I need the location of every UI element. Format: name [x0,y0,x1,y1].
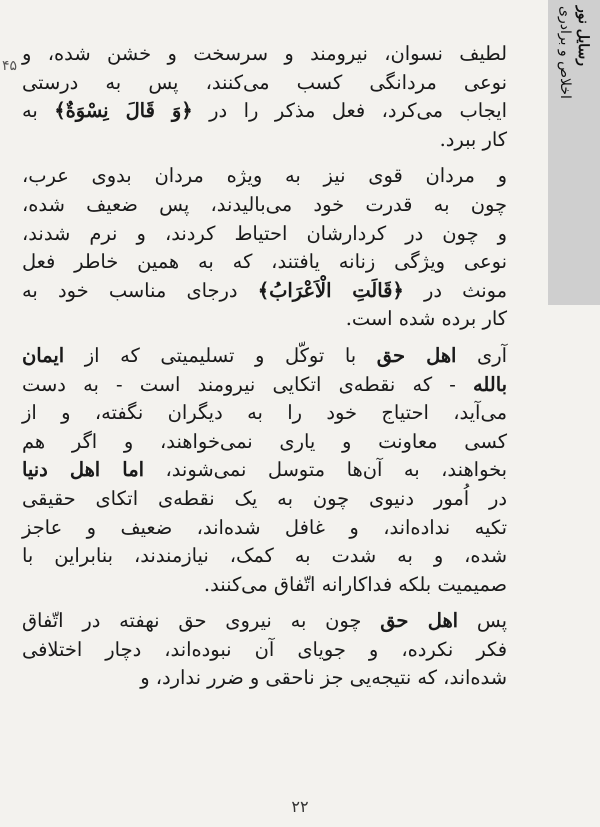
text-line [22,248,507,277]
text-line [22,399,507,428]
text-segment: چون به قدرت خود می‌بالیدند، پس ضعیف شده، [22,192,507,216]
text-segment: کار برده شده است. [345,307,507,331]
text-segment: بخواهند، به آن‌ها متوسل نمی‌شوند، [143,458,507,482]
text-line [22,607,507,636]
bold-term: ایمان [22,343,65,367]
text-line [22,126,507,155]
text-segment: به [22,99,55,123]
page-number: ۲۲ [291,797,309,816]
bold-term: بالله [472,372,507,396]
text-line [22,40,507,69]
text-segment: صمیمیت بلکه فداکارانه اتّفاق می‌کنند. [203,572,507,596]
text-line [22,456,507,485]
text-segment: شده، و به شدت به کمک، نیازمندند، بنابراین با [22,544,507,568]
text-line [22,636,507,665]
text-segment: با توکّل و تسلیمیتی که از [64,343,377,367]
text-line [22,97,507,126]
body-text [22,40,507,693]
text-segment: لطیف نسوان، نیرومند و سرسخت و خشن شده، و [22,42,507,65]
bold-term: اهل حق [376,343,457,367]
side-tab-series: رسایل نور [575,6,591,67]
text-segment: و مردان قوی نیز به ویژه مردان بدوی عرب، [22,164,507,188]
text-segment: پس [458,609,507,633]
text-line [22,371,507,400]
side-tab-text [556,6,592,99]
text-segment: نوعی مردانگی کسب می‌کنند، پس به درستی [22,70,507,94]
text-segment: آری [456,343,507,367]
text-segment: در اُمور دنیوی چون به یک نقطه‌ی اتکای حقیقی [22,486,507,510]
text-segment: کار ببرد. [439,127,507,151]
paragraph [22,162,507,334]
text-line [22,220,507,249]
text-line [22,162,507,191]
text-line [22,342,507,371]
bold-term: اهل حق [380,609,459,633]
paragraph [22,607,507,693]
text-line [22,571,507,600]
text-segment: مونث در [403,278,507,302]
text-line [22,664,507,693]
text-segment: درجای مناسب خود به [22,278,258,302]
text-line [22,69,507,98]
side-tab-title: اخلاص و برادری [556,6,573,99]
bold-term: اما اهل دنیا [22,458,144,482]
text-segment: نوعی ویژگی زنانه یافتند، که به همین خاطر فعل [22,250,507,274]
text-segment: می‌آید، احتیاج خود را به دیگران نگفته، و از [22,401,507,425]
text-line [22,277,507,306]
text-segment: چون به نیروی حق نهفته در اتّفاق [22,609,381,633]
text-segment: - که نقطه‌ی اتکایی نیرومند است - به دست [22,372,473,396]
text-segment: شده‌اند، که نتیجه‌یی جز ناحقی و ضرر ندارد، و [140,666,507,690]
text-segment: و چون در کردارشان احتیاط کردند، و نرم شدند، [22,221,507,245]
text-segment: کسی معاونت و یاری نمی‌خواهند، و اگر هم [22,429,507,453]
side-tab [548,0,600,305]
text-line [22,485,507,514]
quran-quote: ﴿قَالَتِ الْاَعْرَابُ﴾ [257,278,404,302]
text-segment: فکر نکرده، و جویای آن نبوده‌اند، دچار اختلافی [22,637,507,661]
text-segment: تکیه نداده‌اند، و غافل شده‌اند، ضعیف و عاجز [22,515,507,539]
text-line [22,514,507,543]
paragraph [22,342,507,599]
quran-quote: ﴿وَ قَالَ نِسْوَةٌ﴾ [54,99,193,123]
text-line [22,542,507,571]
text-line [22,428,507,457]
text-segment: ایجاب می‌کرد، فعل مذکر را در [192,99,507,123]
paragraph [22,40,507,154]
text-line [22,305,507,334]
text-line [22,191,507,220]
page-corner-mark: ۴۵ [2,58,18,74]
